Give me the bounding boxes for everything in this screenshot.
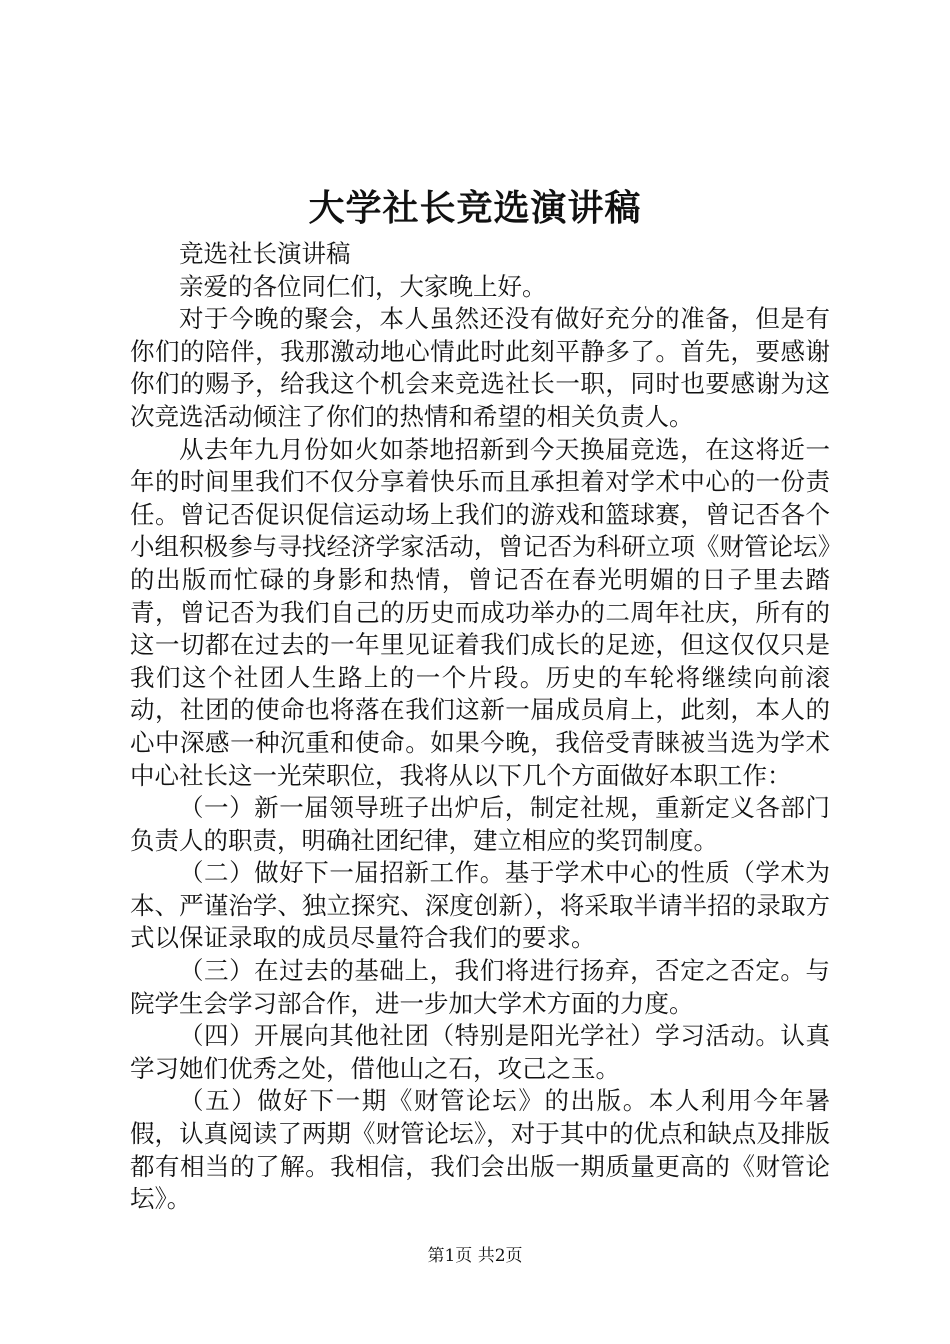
paragraph-review: 从去年九月份如火如荼地招新到今天换届竞选，在这将近一年的时间里我们不仅分享着快乐而且承担着对学术中心的一份责任。曾记否促识促信运动场上我们的游戏和篮球赛，曾记否各个小组积极参与寻找经济学家活动，曾记否为科研立项《财管论坛》的出版而忙碌的身影和热情，曾记否在春光明媚的日子里去踏青，曾记否为我们自己的历史而成功举办的二周年社庆，所有的这一切都在过去的一年里见证着我们成长的足迹，但这仅仅只是我们这个社团人生路上的一个片段。历史的车轮将继续向前滚动，社团的使命也将落在我们这新一届成员肩上，此刻，本人的心中深感一种沉重和使命。如果今晚，我倍受青睐被当选为学术中心社长这一光荣职位，我将从以下几个方面做好本职工作： [130,434,830,790]
document-title: 大学社长竞选演讲稿 [308,187,642,229]
paragraph-plan-2: （二）做好下一届招新工作。基于学术中心的性质（学术为本、严谨治学、独立探究、深度创新），将采取半请半招的录取方式以保证录取的成员尽量符合我们的要求。 [130,858,830,953]
paragraph-plan-3: （三）在过去的基础上，我们将进行扬弃，否定之否定。与院学生会学习部合作，进一步加大学术方面的力度。 [130,956,830,1018]
paragraph-plan-1: （一）新一届领导班子出炉后，制定社规，重新定义各部门负责人的职责，明确社团纪律，建立相应的奖罚制度。 [130,793,830,855]
paragraph-plan-5: （五）做好下一期《财管论坛》的出版。本人利用今年暑假，认真阅读了两期《财管论坛》，对于其中的优点和缺点及排版都有相当的了解。我相信，我们会出版一期质量更高的《财管论坛》。 [130,1086,830,1214]
paragraph-subtitle: 竞选社长演讲稿 [179,239,351,268]
paragraph-greeting: 亲爱的各位同仁们，大家晚上好。 [179,271,547,301]
document-body [130,238,830,1216]
paragraph-plan-4: （四）开展向其他社团（特别是阳光学社）学习活动。认真学习她们优秀之处，借他山之石，攻己之玉。 [130,1021,830,1083]
page-number-footer: 第1页 共2页 [427,1246,523,1266]
paragraph-opening: 对于今晚的聚会，本人虽然还没有做好充分的准备，但是有你们的陪伴，我那激动地心情此时此刻平静多了。首先，要感谢你们的赐予，给我这个机会来竞选社长一职，同时也要感谢为这次竞选活动倾注了你们的热情和希望的相关负责人。 [130,304,830,431]
